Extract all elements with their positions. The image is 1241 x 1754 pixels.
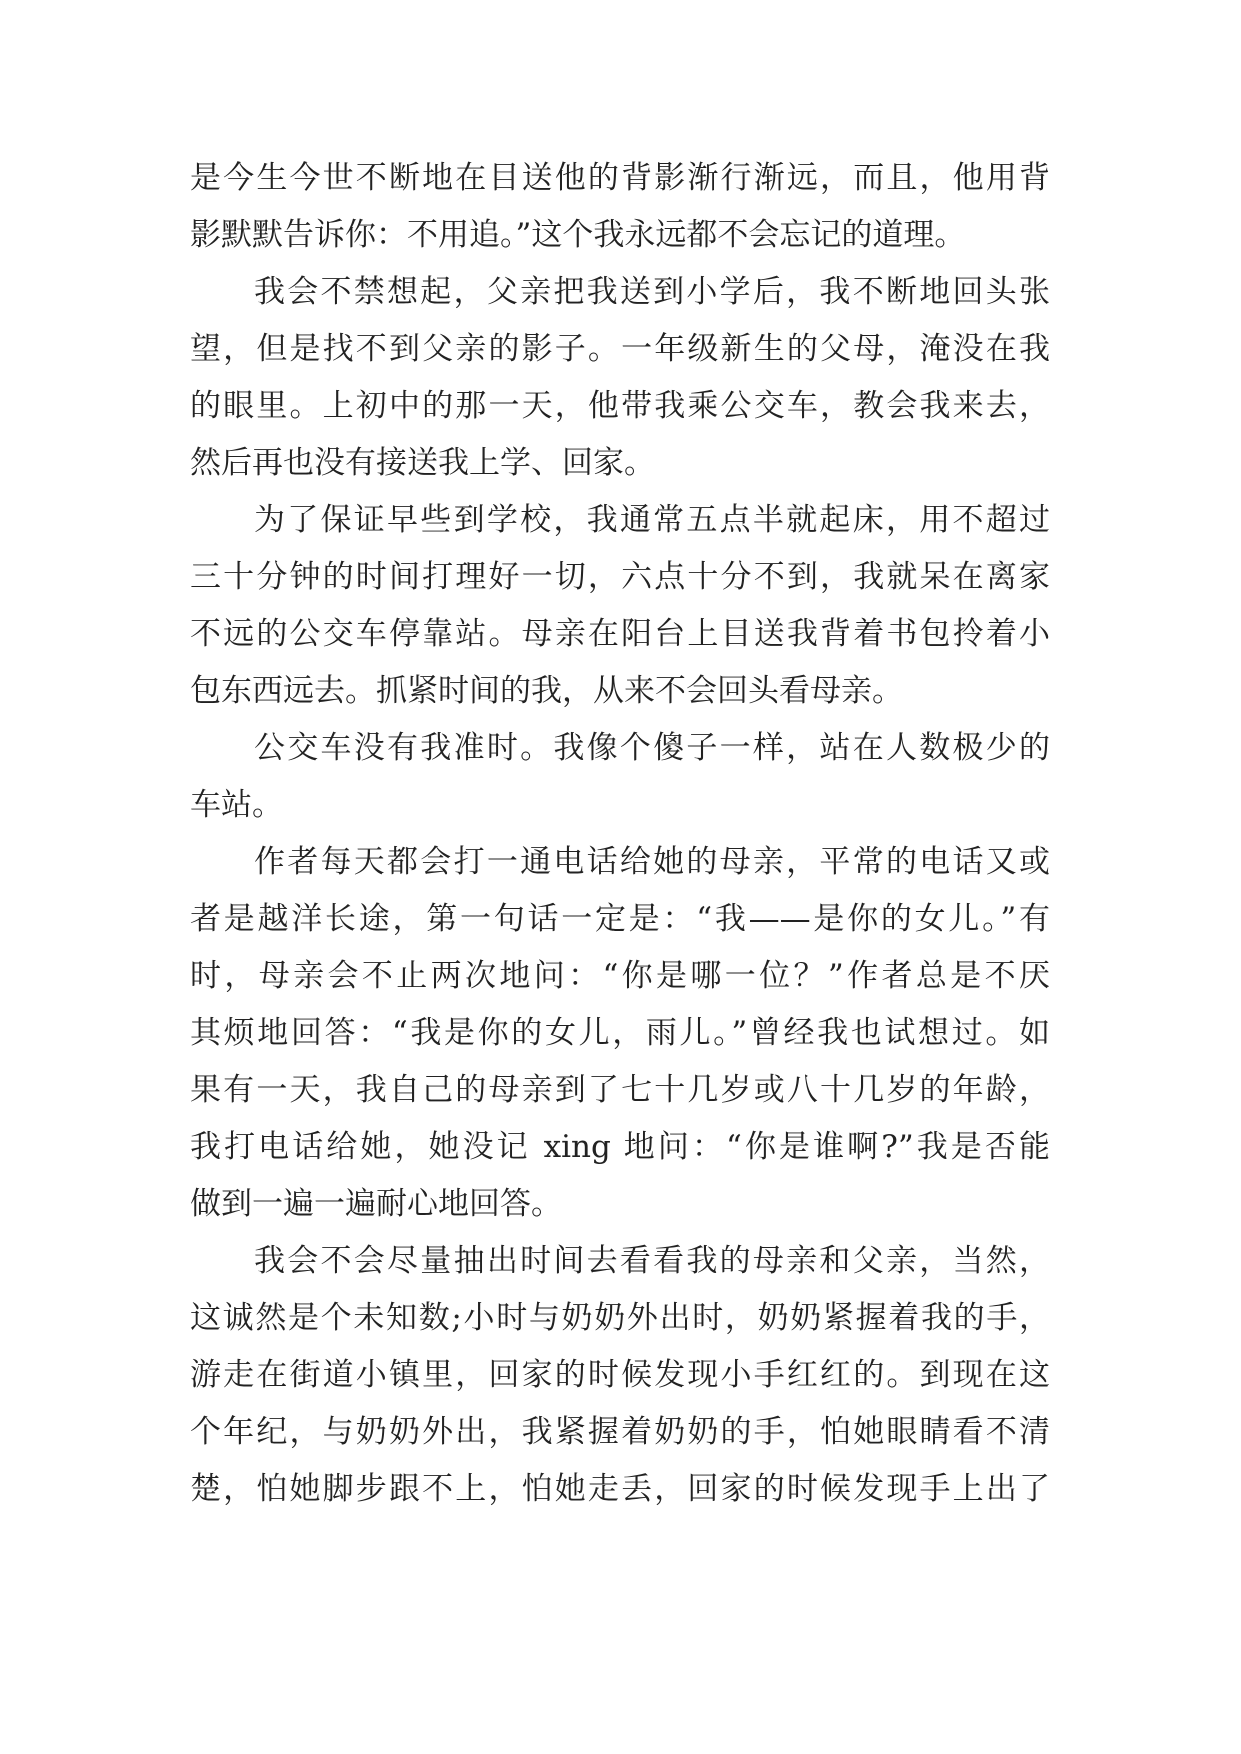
text-line: 我会不会尽量抽出时间去看看我的母亲和父亲，当然，: [254, 1243, 1050, 1279]
text-line: 影默默告诉你：不用追。”这个我永远都不会忘记的道理。: [190, 217, 966, 253]
text-line: 的眼里。上初中的那一天，他带我乘公交车，教会我来去，: [190, 388, 1050, 424]
paragraph: [190, 834, 1050, 1233]
text-line: 望，但是找不到父亲的影子。一年级新生的父母，淹没在我: [190, 331, 1050, 367]
text-line: 我打电话给她，她没记 xing 地问：“你是谁啊?”我是否能: [190, 1129, 1050, 1165]
paragraph: [190, 1233, 1050, 1518]
paragraph: [190, 492, 1050, 720]
document-body: [190, 150, 1050, 1518]
text-line: 包东西远去。抓紧时间的我，从来不会回头看母亲。: [190, 673, 903, 709]
text-line: 我会不禁想起，父亲把我送到小学后，我不断地回头张: [254, 274, 1050, 310]
text-line: 车站。: [190, 787, 283, 823]
text-line: 这诚然是个未知数;小时与奶奶外出时，奶奶紧握着我的手，: [190, 1300, 1050, 1336]
text-line: 个年纪，与奶奶外出，我紧握着奶奶的手，怕她眼睛看不清: [190, 1414, 1050, 1450]
text-line: 其烦地回答：“我是你的女儿，雨儿。”曾经我也试想过。如: [190, 1015, 1050, 1051]
text-line: 作者每天都会打一通电话给她的母亲，平常的电话又或: [254, 844, 1050, 880]
text-line: 然后再也没有接送我上学、回家。: [190, 445, 655, 481]
text-line: 时，母亲会不止两次地问：“你是哪一位？”作者总是不厌: [190, 958, 1050, 994]
text-line: 者是越洋长途，第一句话一定是：“我——是你的女儿。”有: [190, 901, 1050, 937]
text-line: 三十分钟的时间打理好一切，六点十分不到，我就呆在离家: [190, 559, 1050, 595]
text-line: 果有一天，我自己的母亲到了七十几岁或八十几岁的年龄，: [190, 1072, 1050, 1108]
text-line: 游走在街道小镇里，回家的时候发现小手红红的。到现在这: [190, 1357, 1050, 1393]
text-line: 是今生今世不断地在目送他的背影渐行渐远，而且，他用背: [190, 160, 1050, 196]
text-line: 楚，怕她脚步跟不上，怕她走丢，回家的时候发现手上出了: [190, 1471, 1050, 1507]
paragraph: [190, 264, 1050, 492]
text-line: 公交车没有我准时。我像个傻子一样，站在人数极少的: [254, 730, 1050, 766]
paragraph: [190, 150, 1050, 264]
text-line: 为了保证早些到学校，我通常五点半就起床，用不超过: [254, 502, 1050, 538]
text-line: 做到一遍一遍耐心地回答。: [190, 1186, 562, 1222]
paragraph: [190, 720, 1050, 834]
text-line: 不远的公交车停靠站。母亲在阳台上目送我背着书包拎着小: [190, 616, 1050, 652]
